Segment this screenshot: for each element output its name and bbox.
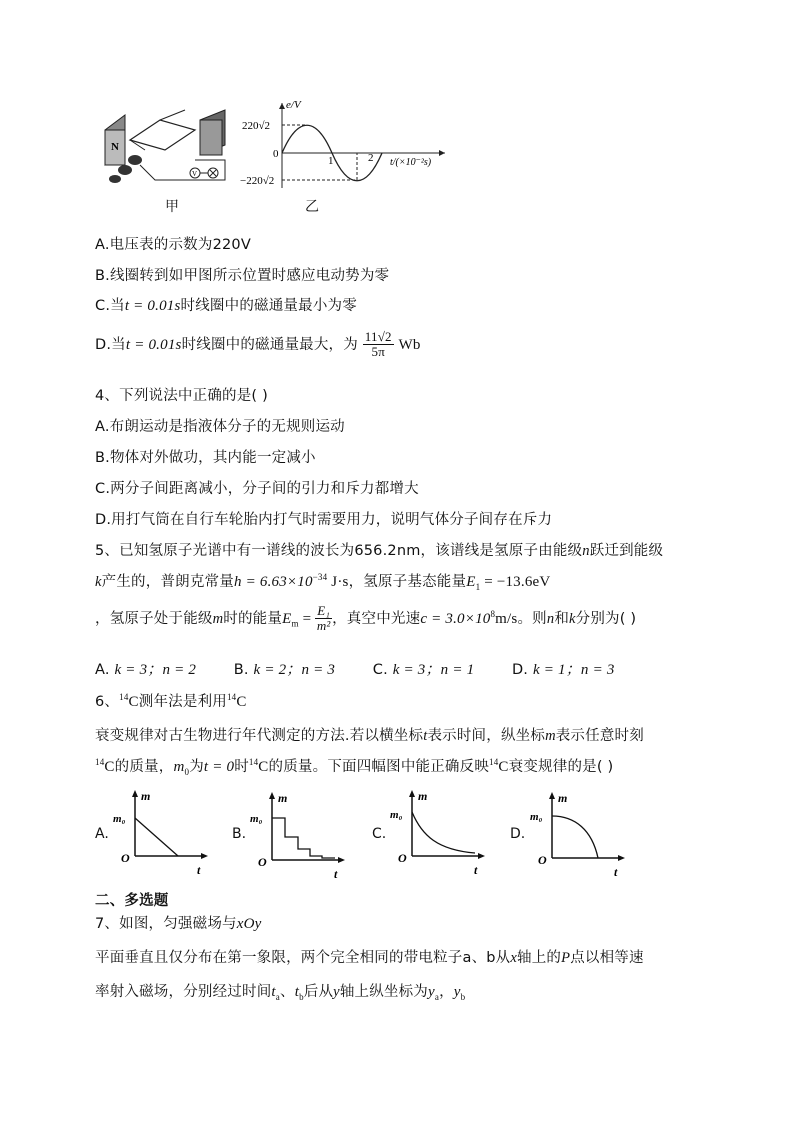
q4-option-b: B.物体对外做功，其内能一定减小 (95, 450, 316, 466)
svg-text:O: O (121, 851, 130, 865)
svg-text:V: V (192, 170, 198, 178)
q7-line-1: 7、如图，匀强磁场与xOy (95, 916, 262, 932)
n-pole-label: N (111, 141, 119, 153)
q5-option-a: A. k = 3；n = 2 (95, 662, 197, 678)
section-title-multiple-choice: 二、多选题 (95, 893, 169, 909)
svg-text:m₀: m₀ (530, 811, 543, 823)
q3-d-fraction: $\frac{11√2}{5\pi}$ (364, 329, 392, 360)
generator-diagram (100, 105, 235, 190)
q6-graph-d (530, 790, 630, 880)
q6-graph-a (113, 788, 213, 878)
q6-option-b-label: B. (232, 826, 247, 842)
q4-option-d: D.用打气筒在自行车轮胎内打气时需要用力，说明气体分子间存在斥力 (95, 512, 553, 528)
q6-line-3: $^{14}$C的质量，$m_0$为t = 0时$^{14}$C的质量。下面四幅图中能正确反映$^{14}$C衰变规律的是( ) (95, 757, 614, 777)
q4-option-a: A.布朗运动是指液体分子的无规则运动 (95, 419, 345, 435)
q7-line-2: 平面垂直且仅分布在第一象限，两个完全相同的带电粒子a、b从x轴上的P点以相等速 (95, 950, 644, 966)
q5-line-2: k产生的，普朗克常量$h = 6.63\times 10^{-34}$ J·s，氢原子基态能量$E_1 = -13.6eV$ (95, 572, 551, 592)
svg-text:m₀: m₀ (390, 809, 403, 821)
axis-e-label: e/V (286, 99, 301, 111)
q6-graph-b (250, 790, 350, 880)
svg-text:m₀: m₀ (113, 813, 126, 825)
q6-option-d-label: D. (510, 826, 526, 842)
q5-energy-fraction: $\frac{\text{E₁}}{\text{m²}}$ (316, 603, 331, 634)
q5-line-1: 5、已知氢原子光谱中有一谱线的波长为656.2nm，该谱线是氢原子由能级n跃迁到能级 (95, 543, 664, 559)
q4-option-c: C.两分子间距离减小，分子间的引力和斥力都增大 (95, 481, 419, 497)
tick-bottom: −220√2 (240, 175, 275, 187)
q4-stem: 4、下列说法中正确的是( ) (95, 388, 268, 404)
svg-text:m₀: m₀ (250, 813, 263, 825)
q5-line-3: ，氢原子处于能级m时的能量$E_m$ = $\frac{\text{E₁}}{\text{m²}}$ ，真空中光速$c = 3.0\times 10^8m/s$。则n和k分别为( ) (95, 603, 637, 634)
q6-option-c-label: C. (372, 826, 387, 842)
svg-text:O: O (258, 855, 267, 869)
svg-text:m: m (558, 791, 568, 805)
svg-text:t: t (474, 863, 478, 877)
q5-option-c: C. k = 3；n = 1 (372, 662, 475, 678)
q3-option-b: B.线圈转到如甲图所示位置时感应电动势为零 (95, 268, 390, 284)
q7-line-3: 率射入磁场，分别经过时间$t_a$、$t_b$后从y轴上纵坐标为$y_a$，$y_b$ (95, 984, 466, 1002)
svg-text:m: m (418, 789, 428, 803)
q3-option-c: C.当t = 0.01s时线圈中的磁通量最小为零 (95, 298, 357, 314)
q5-option-d: D. k = 1；n = 3 (511, 662, 615, 678)
svg-text:m: m (278, 791, 288, 805)
figure-jia-caption: 甲 (165, 199, 179, 215)
axis-t-label: t/(×10⁻²s) (390, 157, 432, 168)
q3-option-d: D.当t = 0.01s时线圈中的磁通量最大，为 $\frac{11√2}{5\pi}$ Wb (95, 329, 421, 360)
svg-text:O: O (538, 853, 547, 867)
tick-zero: 0 (273, 148, 279, 160)
q6-line-2: 衰变规律对古生物进行年代测定的方法.若以横坐标t表示时间，纵坐标m表示任意时刻 (95, 728, 644, 744)
q5-options (95, 658, 615, 679)
svg-text:t: t (334, 867, 338, 880)
svg-text:m: m (141, 789, 151, 803)
svg-text:O: O (398, 851, 407, 865)
q5-option-b: B. k = 2；n = 3 (233, 662, 336, 678)
tick-top: 220√2 (242, 120, 271, 132)
q6-option-a-label: A. (95, 826, 109, 842)
q6-line-1: 6、$^{14}$C测年法是利用$^{14}$C (95, 692, 247, 710)
figure-yi-caption: 乙 (305, 199, 319, 215)
svg-text:t: t (197, 863, 201, 877)
emf-sine-graph (240, 98, 455, 193)
tick-1: 1 (328, 155, 334, 167)
tick-2: 2 (368, 152, 374, 164)
svg-text:t: t (614, 865, 618, 879)
q3-option-a: A.电压表的示数为220V (95, 237, 251, 253)
q6-graph-c (390, 788, 490, 878)
